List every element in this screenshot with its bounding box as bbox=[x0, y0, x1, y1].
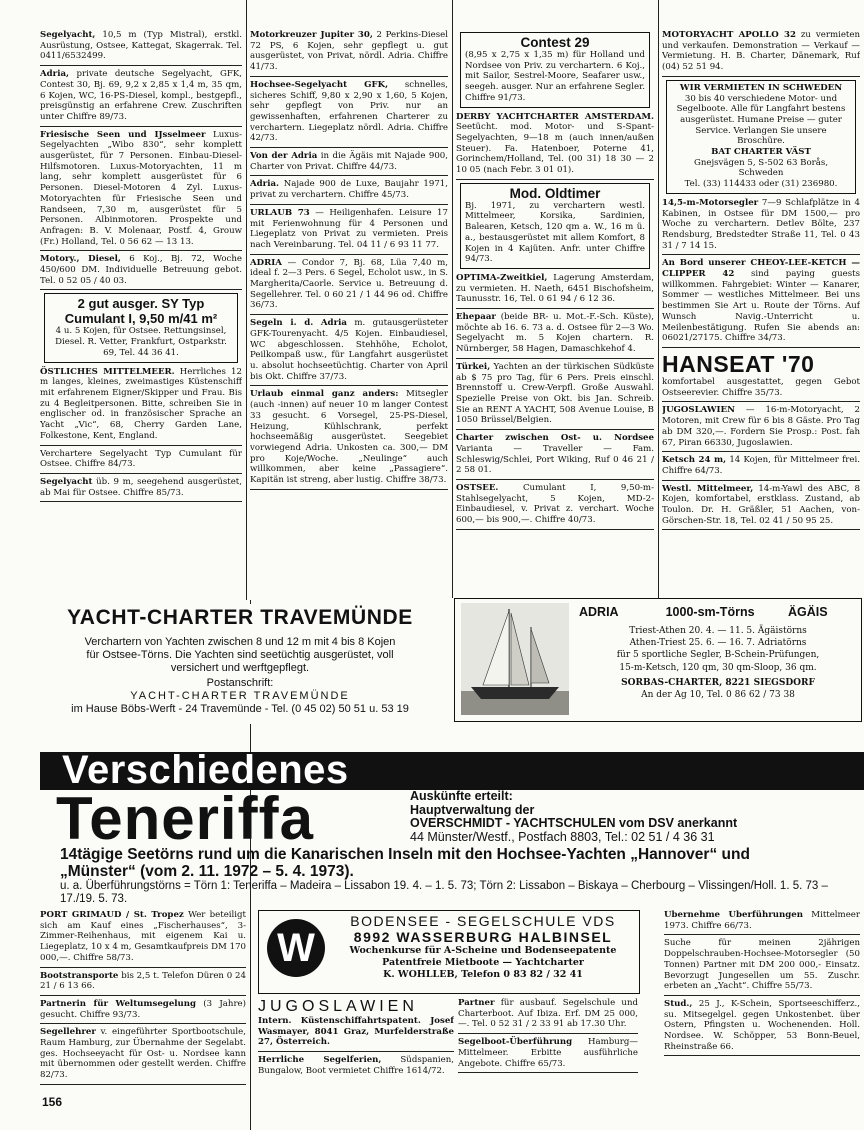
herrliche-text: Südspanien, Bungalow, Boot vermietet Chiffre 1614/72. bbox=[258, 1055, 454, 1076]
classified-text: Yachten an der türkischen Südküste ab $ 75 pro Tag, für 6 Pers. Preis einschl. Brennstoff u. Crew-Verpfl. Große Auswahl. Spezielle Preise von Okt. bis Jan. Schreib. Sie an RENT A YACHT, 508 Avenue Louise, B 1050 Brüssel/Belgien. bbox=[456, 361, 654, 426]
hanseat-ad bbox=[662, 351, 860, 402]
classified-head: OPTIMA-Zweitkiel, bbox=[456, 272, 548, 283]
classified-ad bbox=[664, 910, 860, 935]
classified-text: (3 Jahre) gesucht. Chiffre 93/73. bbox=[40, 998, 246, 1020]
schweden-address: Gnejsvägen 5, S-502 63 Borås, Schweden bbox=[693, 157, 829, 179]
classified-head: ÖSTLICHES MITTELMEER. bbox=[40, 366, 175, 377]
adria-line: 15-m-Ketsch, 120 qm, 30 qm-Sloop, 36 qm. bbox=[619, 662, 817, 673]
classified-head: Friesische Seen und IJsselmeer bbox=[40, 129, 206, 140]
oldtimer-ad bbox=[460, 183, 650, 269]
lower-column-3 bbox=[458, 998, 638, 1098]
yc-line-6: im Hause Böbs-Werft - 24 Travemünde - Tel. (0 45 02) 50 51 u. 53 19 bbox=[71, 703, 409, 715]
classified-text: private deutsche Segelyacht, GFK, Contest 30, Bj. 69, 9,2 x 2,85 x 1,4 m, 35 qm, 6 Kojen, WC, 16-PS-Diesel, kompl., bestgepfl., preisgünstig an erfahrene Crew. Zuschriften unter Chiffre 89/73. bbox=[40, 69, 242, 122]
yc-line-4: Postanschrift: bbox=[206, 677, 274, 689]
teneriffa-info-2: Hauptverwaltung der bbox=[410, 802, 535, 817]
classified-text: sind paying guests willkommen. Fahrgebiet: Winter — Kanarer, Sommer — westliches Mittelmeer. Bei uns bestimmen Sie Art u. Route der Törns. Auf Wunsch Navig.-Unterricht u. Meilenbestätigung. Rufen Sie abends an: 06021/27175. Chiffre 34/73. bbox=[662, 269, 860, 344]
teneriffa-info-1: Auskünfte erteilt: bbox=[410, 789, 513, 803]
classified-head: Adria, bbox=[40, 69, 70, 80]
classified-text: 25 J., K-Schein, Sportseeschifferz., su. Mitsegelgel. gegen Unkostenbet. über Ostern, Pfingsten u. Wochenenden. Holl. Nordsee. W. Schöpper, 53 Bonn-Beuel, Rheinstraße 66. bbox=[664, 998, 860, 1052]
classified-head: Segelyacht bbox=[40, 476, 93, 487]
schweden-phone: Tel. (33) 114433 oder (31) 236980. bbox=[684, 179, 838, 190]
adria-title-mid: 1000-sm-Törns bbox=[665, 605, 755, 619]
classified-ad bbox=[40, 69, 242, 127]
classified-text: 14 Kojen, für Mittelmeer frei. Chiffre 64/73. bbox=[662, 455, 860, 476]
wohlleb-body-1: Wochenkurse für A-Scheine und Bodenseepatente bbox=[349, 945, 617, 956]
classified-ad bbox=[250, 208, 448, 255]
classified-ad bbox=[250, 30, 448, 77]
adria-title-right: ÄGÄIS bbox=[788, 605, 828, 619]
yc-line-2: für Ostsee-Törns. Die Yachten sind seetüchtig ausgerüstet, voll bbox=[86, 649, 394, 661]
classified-ad bbox=[40, 130, 242, 252]
classified-ad bbox=[250, 179, 448, 204]
cumulant-ad bbox=[44, 293, 238, 362]
adria-lines bbox=[579, 625, 857, 701]
classified-head: ADRIA bbox=[250, 257, 282, 268]
classified-ad bbox=[456, 362, 654, 430]
adria-title-row bbox=[579, 605, 857, 619]
classified-text: Mitsegler (auch -innen) auf neuer 10 m langer Contest 33 gesucht. 6 Vorsegel, 25-PS-Diesel, Heizung, Kühlschrank, perfekt hochseemäßig ausgerüstet. Seegebiet vorwiegend Adria. Unkosten ca. 300,— DM pro Koje/Woche. „Neulinge“ auch willkommen, aber keine „Passagiere“. Kapitän ist streng, aber lustig. Chiffre 38/73. bbox=[250, 389, 448, 486]
hanseat-headline: HANSEAT '70 bbox=[662, 350, 815, 377]
classified-head: OSTSEE. bbox=[456, 482, 499, 493]
classified-text: Hamburg—Mittelmeer. Erbitte ausführliche Angebote. Chiffre 65/73. bbox=[458, 1037, 638, 1069]
herrliche-ad bbox=[258, 1055, 454, 1079]
teneriffa-headline: Teneriffa bbox=[56, 785, 314, 852]
column-1 bbox=[40, 30, 242, 600]
jugoslawien-text: Intern. Küstenschiffahrtspatent. Josef Wasmayer, 8041 Graz, Murfelderstraße 27, Österreich. bbox=[258, 1016, 454, 1048]
classified-head: Westl. Mittelmeer, bbox=[662, 483, 754, 494]
classified-text: für ausbauf. Segelschule und Charterboot. Auf Ibiza. Erf. DM 25 000,—. Tel. 0 52 31 / 2 33 91 ab 17.30 Uhr. bbox=[458, 998, 638, 1030]
column-divider bbox=[452, 0, 453, 598]
column-2 bbox=[250, 30, 448, 600]
wohlleb-title bbox=[333, 913, 633, 945]
schweden-text: 30 bis 40 verschiedene Motor- und Segelboote. Alle für Langfahrt bestens ausgerüstet. Humane Preise — guter Service. Verlangen Sie unsere Broschüre. bbox=[676, 93, 846, 147]
classified-head: Adria. bbox=[250, 179, 280, 190]
classified-head: DERBY YACHTCHARTER AMSTERDAM. bbox=[456, 111, 654, 122]
jugoslawien-patent-ad bbox=[258, 998, 454, 1052]
classified-ad bbox=[456, 433, 654, 480]
classified-ad bbox=[456, 312, 654, 359]
classified-head: Stud., bbox=[664, 998, 693, 1009]
schweden-firm: BAT CHARTER VÄST bbox=[711, 147, 811, 158]
teneriffa-sub-1: 14tägige Seetörns rund um die Kanarischen Inseln mit den Hochsee-Yachten „Hannover“ und bbox=[60, 846, 750, 863]
classified-head: Partner bbox=[458, 998, 495, 1008]
classified-text: Seetücht. mod. Motor- und S-Spant-Segelyachten, 9—18 m (auch innen/außen Steuer). Fa. Hatenboer, Poterne 41, Gorinchem/Holland, Tel. (00 31) 18 30 — 2 10 05 (nach Febr. 3 01 01). bbox=[456, 122, 654, 176]
classified-text: Varianta — Traveller — Fam. Schleswig/Schlei, Port Wiking, Ruf 0 46 21 / 2 58 01. bbox=[456, 443, 654, 476]
schweden-headline: WIR VERMIETEN IN SCHWEDEN bbox=[679, 82, 843, 93]
yacht-charter-travemuende-ad bbox=[40, 604, 440, 724]
classified-text: Mittelmeer 1973. Chiffre 66/73. bbox=[664, 910, 860, 931]
classified-text: bis 2,5 t. Telefon Düren 0 24 21 / 6 13 66. bbox=[40, 970, 246, 992]
classified-head: Segeln i. d. Adria bbox=[250, 318, 347, 329]
classified-text: 14-m-Yawl des ABC, 8 Kojen, komfortabel, erstklass. Zustand, ab Toulon. Dr. H. Gräßler, 51 Aachen, von-Görschen-Str. 18, Tel. 02 41 / 50 95 25. bbox=[662, 483, 860, 526]
classified-ad bbox=[662, 455, 860, 480]
teneriffa-small: u. a. Überführungstörns = Törn 1: Teneriffa – Madeira – Lissabon 19. 4. – 1. 5. 73; Törn 2: Lissabon – Biskaya – Cherbourg – Vlissingen/Holl. 1. 5. 73 – 17./19. 5. 73. bbox=[60, 880, 828, 905]
classified-text: Herrliches 12 m langes, kleines, zweimastiges Küstenschiff mit erfahrenem Eigner/Skipper und Frau. Bis zu 4 Begleitpersonen. Bitte, schreiben Sie in englischer od. in französischer Sprache an Yacht „Vic“, 68, Cherry Garden Lane, Folkestone, Kent, England. bbox=[40, 366, 242, 441]
column-divider bbox=[246, 0, 247, 600]
teneriffa-info-4: 44 Münster/Westf., Postfach 8803, Tel.: 02 51 / 4 36 31 bbox=[410, 829, 715, 844]
teneriffa-info bbox=[410, 790, 860, 844]
classified-text: schnelles, sicheres Schiff, 9,80 x 2,90 x 1,60, 5 Kojen, sehr gepflegt von Priv. nur an gewissenhaften, erfahrenen Charterer zu verchartern. Liegeplatz nördl. Adria. Chiffre 42/73. bbox=[250, 79, 448, 144]
classified-head: URLAUB 73 bbox=[250, 207, 310, 218]
classified-head: Hochsee-Segelyacht GFK, bbox=[250, 79, 389, 90]
classified-ad bbox=[40, 477, 242, 502]
classified-ad bbox=[662, 484, 860, 531]
classified-head: Ehepaar bbox=[456, 312, 496, 323]
teneriffa-subline bbox=[60, 846, 850, 880]
classified-head: Charter zwischen Ost- u. Nordsee bbox=[456, 433, 654, 444]
classified-head: Ketsch 24 m, bbox=[662, 455, 727, 466]
classified-ad bbox=[40, 999, 246, 1024]
contest-29-ad bbox=[460, 32, 650, 108]
classified-head: Partnerin für Weltumsegelung bbox=[40, 998, 197, 1009]
classified-text: üb. 9 m, seegehend ausgerüstet, ab Mai für Ostsee. Chiffre 85/73. bbox=[40, 476, 242, 498]
classified-text: — 16-m-Motoryacht, 2 Motoren, mit Crew für 6 bis 8 Gäste. Pro Tag ab DM 320,—. Fordern Sie Prosp.: Post. fah 67, Piran 66330, Jugoslawien. bbox=[662, 405, 860, 448]
classified-ad bbox=[40, 910, 246, 968]
adria-toerns-ad bbox=[454, 598, 862, 722]
classified-head: Türkei, bbox=[456, 361, 491, 372]
herrliche-head: Herrliche Segelferien, bbox=[258, 1055, 382, 1066]
classified-text: 10,5 m (Typ Mistral), erstkl. Ausrüstung, Ostsee, Kattegat, Skagerrak. Tel. 0411/6532499. bbox=[40, 30, 242, 62]
wohlleb-body bbox=[333, 945, 633, 981]
classified-text: Lagerung Amsterdam, zu vermieten. H. Naeth, 6451 Bischofsheim, Taunusstr. 16, Tel. 0 61 94 / 6 12 36. bbox=[456, 272, 654, 305]
classified-head: JUGOSLAWIEN bbox=[662, 405, 735, 416]
classified-text: 7—9 Schlafplätze in 4 Kabinen, in Ostsee für DM 1500,— pro Woche zu verchartern. Detlev Bölte, 237 Rendsburg, Bredstedter Straße 11, Tel. 0 43 31 / 7 14 15. bbox=[662, 197, 860, 251]
classified-text: in die Ägäis mit Najade 900, Charter von Privat. Chiffre 44/73. bbox=[250, 151, 448, 172]
classified-text: v. eingeführter Sportbootschule, Raum Hamburg, zur Übernahme der Segelabt. ges. Hochseeyacht für Ost- u. Nordsee kann mit übernommen oder gestellt werden. Chiffre 82/73. bbox=[40, 1027, 246, 1081]
wohlleb-title-2: 8992 WASSERBURG HALBINSEL bbox=[353, 929, 613, 945]
classified-ad bbox=[40, 449, 242, 474]
hanseat-text: komfortabel ausgestattet, gegen Gebot Ostseerevier. Chiffre 35/73. bbox=[662, 376, 860, 398]
yc-line-5: YACHT-CHARTER TRAVEMÜNDE bbox=[130, 690, 350, 702]
wohlleb-ad bbox=[258, 910, 640, 994]
classified-text: 2 Perkins-Diesel 72 PS, 6 Kojen, sehr gepflegt u. gut ausgerüstet, von Privat, nördl. Adria. Chiffre 41/73. bbox=[250, 30, 448, 73]
classified-head: Übernehme Überführungen bbox=[664, 910, 803, 920]
classified-ad bbox=[40, 1027, 246, 1085]
classified-ad bbox=[250, 389, 448, 489]
classified-ad bbox=[456, 112, 654, 180]
classified-head: 14,5-m-Motorsegler bbox=[662, 197, 759, 208]
yc-line-3: versichert und werftgepflegt. bbox=[170, 662, 310, 674]
sailboat-photo bbox=[461, 603, 569, 715]
adria-firm: SORBAS-CHARTER, 8221 SIEGSDORF bbox=[621, 677, 815, 688]
teneriffa-sub-2: „Münster“ (vom 2. 11. 1972 – 5. 4. 1973). bbox=[60, 863, 354, 880]
classified-head: An Bord unserer CHEOY-LEE-KETCH — CLIPPER 42 bbox=[662, 258, 860, 280]
schweden-ad bbox=[666, 80, 856, 194]
classified-ad bbox=[40, 254, 242, 290]
classified-ad bbox=[250, 151, 448, 176]
oldtimer-text: Bj. 1971, zu verchartern westl. Mittelmeer, Korsika, Sardinien, Balearen, Ketsch, 120 qm a. W., 16 m ü. a., bestausgerüstet mit allem Komfort, 8 Kojen in 4 Kajüten. Anfr. unter Chiffre 94/73. bbox=[465, 200, 645, 265]
classified-text: Cumulant I, 9,50-m-Stahlsegelyacht, 5 Kojen, MD-2-Einbaudiesel, v. Privat z. verchart. Woche 600,— bis 900,—. Chiffre 40/73. bbox=[456, 482, 654, 526]
classified-ad bbox=[40, 367, 242, 446]
classified-head: Von der Adria bbox=[250, 151, 318, 162]
classified-text: zu vermieten und verkaufen. Demonstration — Verkauf — Vermietung. H. B. Charter, Dänemark, Ruf (04) 52 51 94. bbox=[662, 30, 860, 73]
lower-column-4 bbox=[664, 910, 860, 1095]
column-3 bbox=[456, 30, 654, 598]
wohlleb-logo: W bbox=[267, 919, 325, 977]
classified-ad bbox=[456, 483, 654, 530]
classified-ad bbox=[662, 198, 860, 256]
classified-head: MOTORYACHT APOLLO 32 bbox=[662, 30, 796, 40]
classified-head: Motory., Diesel, bbox=[40, 254, 121, 265]
classified-head: Motorkreuzer Jupiter 30, bbox=[250, 30, 373, 40]
lower-column-1 bbox=[40, 910, 246, 1095]
adria-address: An der Ag 10, Tel. 0 86 62 / 73 38 bbox=[641, 690, 795, 701]
classified-head: PORT GRIMAUD / St. Tropez bbox=[40, 910, 184, 920]
classified-head: Urlaub einmal ganz anders: bbox=[250, 389, 399, 400]
classified-ad bbox=[662, 258, 860, 348]
yc-line-1: Verchartern von Yachten zwischen 8 und 12 m mit 4 bis 8 Kojen bbox=[84, 636, 396, 648]
classified-ad bbox=[40, 971, 246, 996]
classified-ad bbox=[662, 30, 860, 77]
classified-ad bbox=[40, 30, 242, 66]
classified-ad bbox=[458, 1037, 638, 1073]
classified-ad bbox=[662, 405, 860, 452]
adria-line: Athen-Triest 25. 6. — 16. 7. Adriatörns bbox=[629, 638, 807, 649]
adria-title-left: ADRIA bbox=[579, 605, 619, 619]
page-number: 156 bbox=[42, 1095, 63, 1109]
wohlleb-body-2: Patentfreie Mietboote — Yachtcharter bbox=[382, 957, 584, 968]
adria-line: für 5 sportliche Segler, B-Schein-Prüfungen, bbox=[616, 650, 820, 661]
classified-head: Segelyacht, bbox=[40, 30, 96, 40]
classified-ad bbox=[664, 999, 860, 1057]
classified-text: m. gutausgerüsteter GFK-Tourenyacht. 4/5 Kojen. Einbaudiesel, WC abgeschlossen. Stehhöhe, Echolot, Peilkompaß usw., für Langfahrt ausgerüstet u. absolut hochseetüchtig. Charter von April bis Okt. Chiffre 37/73. bbox=[250, 318, 448, 382]
classified-head: Segellehrer bbox=[40, 1027, 96, 1038]
column-4 bbox=[662, 30, 860, 598]
classified-ad bbox=[250, 80, 448, 148]
cumulant-text: 4 u. 5 Kojen, für Ostsee. Rettungsinsel, Diesel. R. Vetter, Frankfurt, Ostparkstr. 69, Tel. 44 36 41. bbox=[55, 326, 227, 358]
jugoslawien-headline: JUGOSLAWIEN bbox=[258, 998, 418, 1015]
classified-ad bbox=[250, 258, 448, 316]
classified-text: Luxus-Segelyachten „Wibo 830“, sehr komplett ausgerüstet, für 7 Personen. Einbau-Diesel-Hilfsmotoren. Luxus-Motoryachten, 11 m lang, sehr komplett ausgerüstet für 6 Personen. Diesel-Motoren 4 Zyl. Luxus-Motoryachten für Friesische Seen und Randseen, 7,30 m, ausgerüstet für 5 Personen. Albinmotoren. Prospekte und Anfragen: B. V. Molenaar, Postf. 4, Grouw (Fr.) Holland, Tel. 0 56 62 — 13 13. bbox=[40, 129, 242, 247]
contest-text: (8,95 x 2,75 x 1,35 m) für Holland und Nordsee von Priv. zu verchartern. 6 Koj., mit Sailor, Sestrel-Moore, Seafarer usw., seegeh. ausger. Nur an erfahrene Segler. Chiffre 91/73. bbox=[465, 50, 645, 103]
classified-ad bbox=[250, 318, 448, 386]
classified-ad bbox=[458, 998, 638, 1034]
classified-text: Wer beteiligt sich am Kauf eines „Fischerhauses“, 3-Zimmer-Reihenhaus, mit eigenem Kai u. Liegeplatz, 10 x 4 m, Gesamtkaufpreis DM 170 000,—. Chiffre 58/73. bbox=[40, 910, 246, 963]
classified-text: — Heiligenhafen. Leisure 17 mit Ferienwohnung für 4 Personen und Liegeplatz von Privat zu vermieten. Preis nach Vereinbarung. Tel. 04 11 / 6 93 11 77. bbox=[250, 207, 448, 250]
column-divider bbox=[658, 0, 659, 598]
wohlleb-title-1: BODENSEE - SEGELSCHULE VDS bbox=[350, 913, 616, 929]
yc-title: YACHT-CHARTER TRAVEMÜNDE bbox=[67, 606, 413, 629]
classified-text: Najade 900 de Luxe, Baujahr 1971, privat zu verchartern. Chiffre 45/73. bbox=[250, 179, 448, 201]
section-title: Verschiedenes bbox=[62, 748, 349, 792]
classified-head: Segelboot-Überführung bbox=[458, 1037, 573, 1048]
classified-head: Bootstransporte bbox=[40, 970, 119, 981]
classified-text: 6 Koj., Bj. 72, Woche 450/600 DM. Individuelle Betreuung gebot. Tel. 0 52 05 / 40 03. bbox=[40, 254, 242, 286]
classified-text: Suche für meinen 2jährigen Doppelschrauben-Hochsee-Motorsegler (50 Tonnen) Partner mit DM 200 000,- Einsatz. Bevorzugt Jungesellen um 55. Zuschr. erbeten an „Yacht“. Chiffre 55/73. bbox=[664, 938, 860, 992]
wohlleb-body-3: K. WOHLLEB, Telefon 0 83 82 / 32 41 bbox=[383, 969, 583, 980]
classified-text: — Condor 7, Bj. 68, Lüa 7,40 m, ideal f. 2—3 Pers. 6 Segel, Echolot usw., in S. Margherita/Caorle. Service u. Betreuung d. Segellehrer. Tel. 0 60 21 / 1 44 96 od. Chiffre 36/73. bbox=[250, 257, 448, 311]
oldtimer-headline: Mod. Oldtimer bbox=[509, 185, 601, 201]
classified-ad bbox=[664, 938, 860, 996]
classified-text: (beide BR- u. Mot.-F.-Sch. Küste), möchte ab 16. 6. 73 a. d. Ostsee für 2—3 Wo. Segelyacht m. 5 Kojen chartern. R. Nürnberger, 58 Hagen, Damaschkehof 4. bbox=[456, 312, 654, 355]
teneriffa-info-3: OVERSCHMIDT - YACHTSCHULEN vom DSV anerkannt bbox=[410, 816, 738, 830]
classified-ad bbox=[456, 273, 654, 309]
adria-line: Triest-Athen 20. 4. — 11. 5. Ägäistörns bbox=[629, 626, 807, 636]
classified-text: Verchartere Segelyacht Typ Cumulant für Ostsee. Chiffre 84/73. bbox=[40, 448, 242, 470]
lower-column-2 bbox=[258, 998, 454, 1098]
contest-headline: Contest 29 bbox=[520, 35, 590, 50]
cumulant-headline: 2 gut ausger. SY Typ Cumulant I, 9,50 m/41 m² bbox=[64, 296, 218, 327]
